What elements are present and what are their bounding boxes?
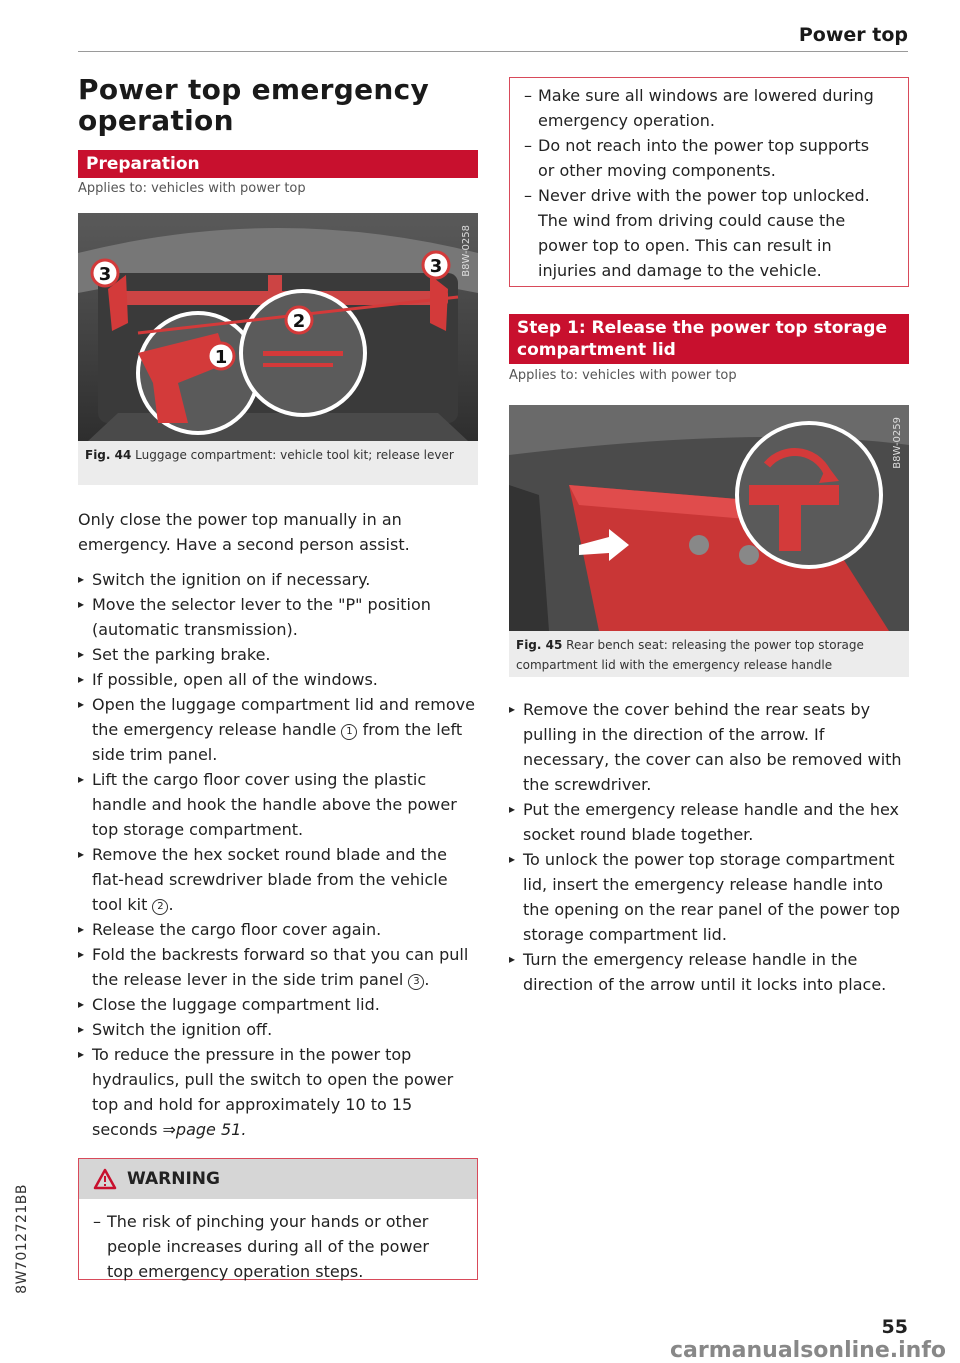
callout-3-left-text: 3 (98, 264, 112, 285)
figure-44-caption (78, 441, 478, 485)
warning-item: – Never drive with the power top unlocked. The wind from driving could cause the power top to open. This can result in injuries and damage to the vehicle. (510, 183, 890, 283)
warning-triangle-icon (93, 1168, 117, 1190)
preparation-heading: Preparation (78, 150, 478, 178)
figure-45-caption (509, 631, 909, 677)
warning-item: – Do not reach into the power top supports or other moving components. (510, 133, 890, 183)
warning-header (79, 1159, 477, 1199)
preparation-applies: Applies to: vehicles with power top (78, 181, 306, 196)
callout-3-right-text: 3 (429, 256, 443, 277)
callout-3-left (92, 260, 118, 286)
warning-title: WARNING (127, 1169, 220, 1189)
section-title: Power top emergency operation (78, 73, 430, 137)
list-item: ▸ If possible, open all of the windows. (78, 667, 478, 692)
step-text: To reduce the pressure in the power top hydraulics, pull the switch to open the power top and hold for approximately 10 to 15 seconds (92, 1045, 454, 1139)
list-item: ▸ Fold the backrests forward so that you can pull the release lever in the side trim panel 3 . (78, 942, 478, 992)
page-reference-text: page 51. (175, 1120, 247, 1139)
watermark: carmanualsonline.info (670, 1338, 946, 1363)
arrow-icon: ⇒ (162, 1120, 176, 1139)
callout-ref-1: 1 (341, 724, 357, 740)
figure-45-caption-text: Rear bench seat: releasing the power top storage compartment lid with the emergency release handle (516, 638, 864, 672)
warning-item: – The risk of pinching your hands or other people increases during all of the power top emergency operation steps. (79, 1209, 451, 1284)
callout-2-text: 2 (292, 311, 306, 332)
warning-box-continued (509, 77, 909, 287)
figure-45-caption-number: Fig. 45 (516, 638, 563, 652)
callout-1 (208, 343, 234, 369)
list-item: ▸ Close the luggage compartment lid. (78, 992, 478, 1017)
luggage-compartment-illustration (78, 213, 478, 441)
rear-bench-illustration (509, 405, 909, 631)
figure-44-image (78, 213, 478, 441)
list-item: ▸ Lift the cargo floor cover using the plastic handle and hook the handle above the power top storage compartment. (78, 767, 478, 842)
callout-2 (286, 307, 312, 333)
header-rule (78, 51, 908, 52)
figure-45-image (509, 405, 909, 631)
list-item: ▸ To unlock the power top storage compartment lid, insert the emergency release handle into the opening on the rear panel of the power top storage compartment lid. (509, 847, 909, 947)
callout-1-text: 1 (214, 347, 228, 368)
figure-44-caption-number: Fig. 44 (85, 448, 132, 462)
step-text: Remove the hex socket round blade and the flat-head screwdriver blade from the vehicle tool kit (92, 845, 448, 914)
callout-ref-2: 2 (152, 899, 168, 915)
figure-44-code: B8W-0258 (461, 225, 472, 277)
figure-44-caption-text: Luggage compartment: vehicle tool kit; release lever (135, 448, 454, 462)
page-number: 55 (881, 1316, 908, 1338)
list-item: ▸ Move the selector lever to the "P" position (automatic transmission). (78, 592, 478, 642)
step1-applies: Applies to: vehicles with power top (509, 368, 737, 383)
step-text: Fold the backrests forward so that you can pull the release lever in the side trim panel (92, 945, 469, 989)
callout-ref-3: 3 (408, 974, 424, 990)
list-item: ▸ Switch the ignition on if necessary. (78, 567, 478, 592)
list-item: ▸ Set the parking brake. (78, 642, 478, 667)
page-reference-link[interactable] (163, 1120, 247, 1139)
preparation-step-list (78, 567, 478, 1142)
list-item: ▸ Turn the emergency release handle in the direction of the arrow until it locks into place. (509, 947, 909, 997)
document-code: 8W7012721BB (14, 1184, 30, 1294)
list-item: ▸ Remove the cover behind the rear seats by pulling in the direction of the arrow. If necessary, the cover can also be removed with the screwdriver. (509, 697, 909, 797)
warning-box (78, 1158, 478, 1280)
callout-3-right (423, 252, 449, 278)
step1-heading: Step 1: Release the power top storage compartment lid (509, 314, 909, 364)
step1-step-list (509, 697, 909, 997)
running-header: Power top (798, 24, 908, 46)
list-item: ▸ Remove the hex socket round blade and the flat-head screwdriver blade from the vehicle tool kit 2 . (78, 842, 478, 917)
intro-paragraph: Only close the power top manually in an emergency. Have a second person assist. (78, 510, 410, 554)
list-item: ▸ Switch the ignition off. (78, 1017, 478, 1042)
list-item: ▸ Put the emergency release handle and the hex socket round blade together. (509, 797, 909, 847)
step-text: Open the luggage compartment lid and remove the emergency release handle (92, 695, 475, 739)
list-item: ▸ Release the cargo floor cover again. (78, 917, 478, 942)
list-item (78, 692, 478, 767)
step-text-cont: from the left side trim panel. (92, 720, 463, 764)
warning-item: – Make sure all windows are lowered during emergency operation. (510, 83, 890, 133)
list-item (78, 1042, 478, 1142)
figure-45-code: B8W-0259 (892, 417, 903, 469)
